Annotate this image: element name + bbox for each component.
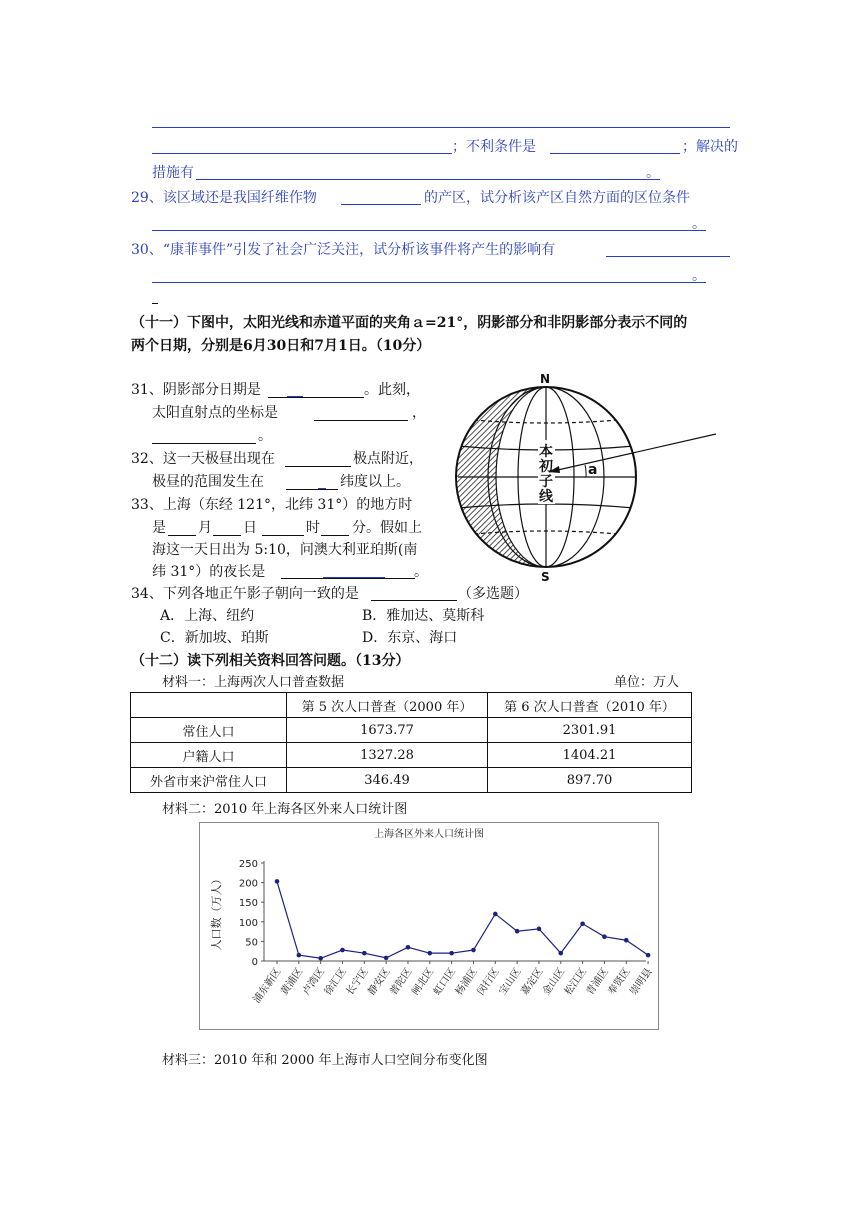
x-tick-label: 黄浦区 <box>279 966 306 998</box>
chart-frame <box>199 822 659 1030</box>
answer-line[interactable] <box>640 179 660 180</box>
q31-text-b-end: ， <box>412 405 426 421</box>
answer-line-mark <box>323 577 385 578</box>
table-header-row <box>131 693 692 718</box>
table-cell: 897.70 <box>488 768 692 793</box>
minute-blank[interactable] <box>321 535 349 536</box>
label-n: N <box>540 372 551 386</box>
q29-end: 。 <box>692 216 706 232</box>
material2-title: 材料二：2010 年上海各区外来人口统计图 <box>162 802 408 817</box>
meridian-label-1: 本 <box>539 444 553 460</box>
x-tick-label: 金山区 <box>541 966 568 998</box>
data-point <box>580 921 585 926</box>
hour-blank[interactable] <box>262 535 304 536</box>
table-row <box>131 718 692 743</box>
table-header-cell: 第 6 次人口普查（2010 年） <box>488 693 692 718</box>
answer-line[interactable] <box>152 282 692 283</box>
data-point <box>537 927 542 932</box>
x-tick-label: 长宁区 <box>344 966 371 998</box>
data-point <box>428 951 433 956</box>
data-point <box>646 953 651 958</box>
q28-solution-tail: ；解决的 <box>682 139 738 155</box>
x-tick-label: 虹口区 <box>431 966 459 998</box>
section11-heading-line1: （十一）下图中，太阳光线和赤道平面的夹角ａ=21°，阴影部分和非阴影部分表示不同的 <box>131 315 688 331</box>
y-tick-label: 0 <box>251 957 258 968</box>
answer-line[interactable] <box>341 204 421 205</box>
table-row <box>131 768 692 793</box>
material1-title: 材料一：上海两次人口普查数据 <box>162 675 345 690</box>
q33-hour: 时 <box>306 520 320 536</box>
q29-text-b: 的产区，试分析该产区自然方面的区位条件 <box>424 190 690 206</box>
answer-line[interactable] <box>371 600 457 601</box>
globe-diagram <box>448 372 720 584</box>
meridian-label-2: 初 <box>539 459 553 475</box>
x-tick-label: 徐汇区 <box>322 966 349 998</box>
x-tick-label: 嘉定区 <box>519 966 546 998</box>
day-blank[interactable] <box>213 535 241 536</box>
q32-text: 32、这一天极昼出现在 <box>131 451 275 467</box>
data-point <box>340 948 345 953</box>
table-row <box>131 743 692 768</box>
data-point <box>493 912 498 917</box>
q32-text-b: 极昼的范围发生在 <box>152 474 264 490</box>
answer-line[interactable] <box>286 489 338 490</box>
q33-day: 日 <box>243 520 257 536</box>
data-point <box>624 938 629 943</box>
option-d[interactable]: D．东京、海口 <box>362 630 458 646</box>
q31-text-end: 。此刻， <box>364 382 420 398</box>
chart-title: 上海各区外来人口统计图 <box>374 829 484 840</box>
answer-line-mark <box>287 396 303 397</box>
data-point <box>318 956 323 961</box>
census-table <box>130 692 692 793</box>
section12-heading: （十二）读下列相关资料回答问题。（13分） <box>131 653 410 669</box>
q31-text-c-end: 。 <box>258 428 272 444</box>
label-a: a <box>588 462 598 478</box>
data-point <box>384 956 389 961</box>
q33-month: 月 <box>198 520 212 536</box>
table-cell: 1673.77 <box>287 718 488 743</box>
q31-text: 31、阴影部分日期是 <box>131 382 261 398</box>
table-cell: 346.49 <box>287 768 488 793</box>
option-a[interactable]: A．上海、纽约 <box>160 608 255 624</box>
answer-line[interactable] <box>606 256 730 257</box>
q33-min: 分。假如上 <box>352 520 422 536</box>
q33-text-a: 33、上海（东经 121°，北纬 31°）的地方时 <box>131 497 413 513</box>
x-tick-label: 闵行区 <box>475 966 502 998</box>
answer-line[interactable] <box>268 397 364 398</box>
sun-ray <box>549 434 716 472</box>
data-point <box>297 953 302 958</box>
answer-line[interactable] <box>152 153 452 154</box>
answer-line[interactable] <box>152 127 730 128</box>
answer-line-mark <box>318 488 326 489</box>
table-cell: 户籍人口 <box>131 743 287 768</box>
x-tick-label: 青浦区 <box>584 966 611 998</box>
stray-underline <box>152 303 158 304</box>
answer-line[interactable] <box>550 153 680 154</box>
data-point <box>449 951 454 956</box>
answer-line[interactable] <box>152 230 692 231</box>
q34-text-end: （多选题） <box>458 586 528 602</box>
q29-text-a: 29、该区域还是我国纤维作物 <box>131 190 317 206</box>
y-tick-label: 150 <box>238 898 258 910</box>
data-point <box>471 948 476 953</box>
q33-text-c: 海这一天日出为 5:10，问澳大利亚珀斯(南 <box>152 542 418 558</box>
q28-measures-label: 措施有 <box>152 165 194 181</box>
table-header-cell: 第 5 次人口普查（2000 年） <box>287 693 488 718</box>
data-point <box>275 879 280 884</box>
table-cell: 1404.21 <box>488 743 692 768</box>
y-tick-label: 50 <box>245 937 258 949</box>
table-header-cell <box>131 693 287 718</box>
unit-label: 单位：万人 <box>614 675 680 690</box>
table-cell: 2301.91 <box>488 718 692 743</box>
meridian-label-4: 线 <box>539 489 553 505</box>
q32-text-b-end: 纬度以上。 <box>340 474 410 490</box>
data-point <box>362 951 367 956</box>
x-tick-label: 崇明县 <box>628 966 655 998</box>
x-tick-label: 浦东新区 <box>251 966 284 1006</box>
meridian-label-3: 子 <box>539 474 553 490</box>
series-line <box>277 881 648 958</box>
x-tick-label: 普陀区 <box>388 966 415 998</box>
table-cell: 外省市来沪常住人口 <box>131 768 287 793</box>
y-tick-label: 250 <box>238 859 258 870</box>
answer-line[interactable] <box>285 466 351 467</box>
material3-title: 材料三：2010 年和 2000 年上海市人口空间分布变化图 <box>162 1053 488 1068</box>
x-tick-label: 杨浦区 <box>453 966 480 998</box>
data-point <box>515 929 520 934</box>
y-tick-label: 100 <box>238 917 258 929</box>
q28-unfavorable-label: ；不利条件是 <box>452 139 536 155</box>
q33-text-d: 纬 31°）的夜长是 <box>152 564 266 580</box>
x-tick-label: 奉贤区 <box>606 966 633 998</box>
answer-line[interactable] <box>281 578 415 579</box>
q28-end: 。 <box>646 165 660 181</box>
month-blank[interactable] <box>168 535 196 536</box>
line-chart <box>200 823 658 1029</box>
option-c[interactable]: C．新加坡、珀斯 <box>160 630 269 646</box>
data-point <box>558 951 563 956</box>
x-tick-label: 松江区 <box>562 966 590 998</box>
data-point <box>406 945 411 950</box>
answer-line[interactable] <box>692 282 706 283</box>
table-cell: 常住人口 <box>131 718 287 743</box>
q30-text: 30、“康菲事件”引发了社会广泛关注，试分析该事件将产生的影响有 <box>131 242 556 258</box>
q33-text-d-end: 。 <box>414 564 428 580</box>
answer-line[interactable] <box>314 420 408 421</box>
answer-line[interactable] <box>196 179 640 180</box>
q34-text: 34、下列各地正午影子朝向一致的是 <box>131 586 359 602</box>
y-axis-label: 人口数（万人） <box>210 873 223 951</box>
section11-heading-line2: 两个日期，分别是6月30日和7月1日。（10分） <box>131 338 431 354</box>
data-point <box>602 934 607 939</box>
answer-line[interactable] <box>692 230 706 231</box>
label-s: S <box>541 570 550 584</box>
table-cell: 1327.28 <box>287 743 488 768</box>
x-tick-label: 卢湾区 <box>300 966 328 998</box>
y-tick-label: 200 <box>238 878 258 890</box>
x-tick-label: 闸北区 <box>410 966 437 998</box>
answer-line[interactable] <box>152 443 256 444</box>
q32-text-end: 极点附近， <box>353 451 423 467</box>
x-tick-label: 静安区 <box>366 966 393 998</box>
q33-text-is: 是 <box>152 520 166 536</box>
q31-text-b: 太阳直射点的坐标是 <box>152 405 278 421</box>
option-b[interactable]: B．雅加达、莫斯科 <box>362 608 485 624</box>
x-tick-label: 宝山区 <box>497 966 524 998</box>
q30-end: 。 <box>692 268 706 284</box>
